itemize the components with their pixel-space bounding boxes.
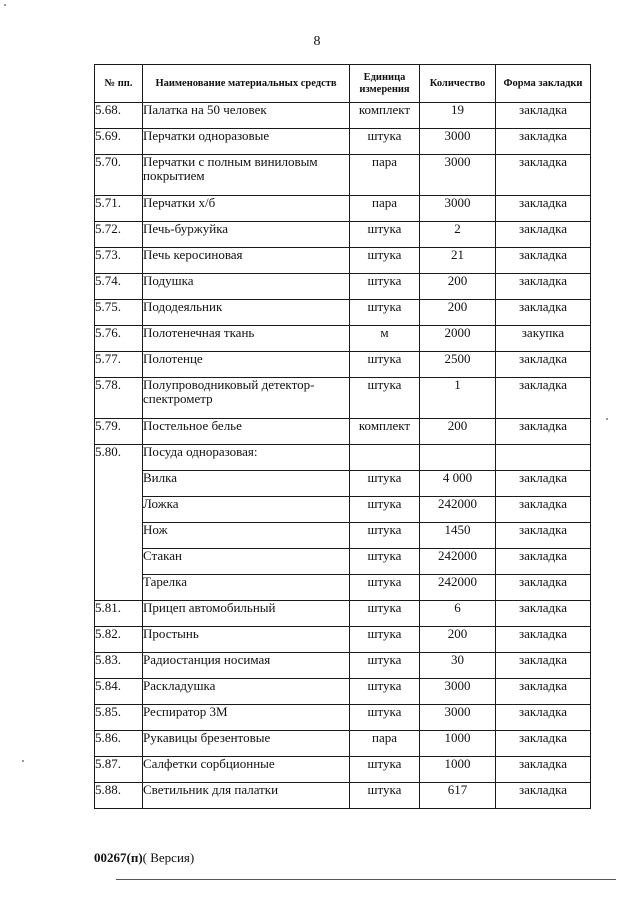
cell-number: 5.72. <box>95 222 143 248</box>
cell-quantity: 1450 <box>420 523 496 549</box>
cell-unit <box>350 445 420 471</box>
header-qty: Количество <box>420 65 496 103</box>
cell-name: Посуда одноразовая: <box>143 445 350 471</box>
cell-name: Перчатки х/б <box>143 196 350 222</box>
cell-number: 5.83. <box>95 653 143 679</box>
cell-form: закупка <box>496 326 591 352</box>
cell-number <box>95 497 143 523</box>
scan-speck <box>606 418 608 420</box>
cell-number: 5.82. <box>95 627 143 653</box>
cell-number: 5.85. <box>95 705 143 731</box>
cell-number: 5.69. <box>95 129 143 155</box>
table-row <box>95 549 591 575</box>
table-row <box>95 445 591 471</box>
table-row <box>95 155 591 196</box>
cell-number <box>95 575 143 601</box>
cell-form: закладка <box>496 300 591 326</box>
cell-form: закладка <box>496 497 591 523</box>
cell-quantity: 3000 <box>420 129 496 155</box>
cell-name: Перчатки с полным виниловым покрытием <box>143 155 350 196</box>
cell-unit: штука <box>350 274 420 300</box>
cell-unit: штука <box>350 705 420 731</box>
cell-name: Салфетки сорбционные <box>143 757 350 783</box>
cell-name: Полупроводниковый детектор-спектрометр <box>143 378 350 419</box>
table-row <box>95 222 591 248</box>
cell-unit: штука <box>350 757 420 783</box>
cell-unit: штука <box>350 300 420 326</box>
cell-number: 5.86. <box>95 731 143 757</box>
cell-quantity: 1000 <box>420 731 496 757</box>
cell-form: закладка <box>496 103 591 129</box>
cell-number: 5.71. <box>95 196 143 222</box>
table-row <box>95 129 591 155</box>
table-row <box>95 300 591 326</box>
header-num: № пп. <box>95 65 143 103</box>
cell-name: Светильник для палатки <box>143 783 350 809</box>
cell-unit: штука <box>350 523 420 549</box>
cell-form: закладка <box>496 248 591 274</box>
table-row <box>95 575 591 601</box>
cell-quantity: 3000 <box>420 705 496 731</box>
cell-unit: штука <box>350 601 420 627</box>
cell-form: закладка <box>496 378 591 419</box>
cell-quantity: 19 <box>420 103 496 129</box>
table-row <box>95 601 591 627</box>
cell-quantity: 3000 <box>420 155 496 196</box>
cell-unit: комплект <box>350 419 420 445</box>
cell-quantity: 200 <box>420 274 496 300</box>
cell-quantity: 4 000 <box>420 471 496 497</box>
scan-speck <box>22 760 24 762</box>
cell-number: 5.79. <box>95 419 143 445</box>
cell-name: Рукавицы брезентовые <box>143 731 350 757</box>
cell-quantity: 2000 <box>420 326 496 352</box>
table-row <box>95 103 591 129</box>
cell-number: 5.70. <box>95 155 143 196</box>
cell-form: закладка <box>496 523 591 549</box>
cell-quantity: 6 <box>420 601 496 627</box>
cell-name: Пододеяльник <box>143 300 350 326</box>
cell-number <box>95 549 143 575</box>
cell-name: Подушка <box>143 274 350 300</box>
table-row <box>95 757 591 783</box>
cell-form: закладка <box>496 731 591 757</box>
cell-number <box>95 523 143 549</box>
cell-number: 5.78. <box>95 378 143 419</box>
cell-form: закладка <box>496 222 591 248</box>
document-footer <box>94 850 194 866</box>
cell-form: закладка <box>496 757 591 783</box>
cell-quantity: 21 <box>420 248 496 274</box>
cell-name: Перчатки одноразовые <box>143 129 350 155</box>
cell-unit: штука <box>350 549 420 575</box>
cell-name: Стакан <box>143 549 350 575</box>
table-row <box>95 419 591 445</box>
cell-name: Палатка на 50 человек <box>143 103 350 129</box>
cell-name: Раскладушка <box>143 679 350 705</box>
cell-number: 5.87. <box>95 757 143 783</box>
cell-name: Тарелка <box>143 575 350 601</box>
cell-unit: штука <box>350 471 420 497</box>
cell-form: закладка <box>496 549 591 575</box>
footer-rule <box>116 879 616 880</box>
table-row <box>95 196 591 222</box>
cell-quantity: 200 <box>420 300 496 326</box>
footer-code: 00267(п) <box>94 850 143 865</box>
cell-form: закладка <box>496 627 591 653</box>
cell-quantity: 30 <box>420 653 496 679</box>
cell-unit: штука <box>350 129 420 155</box>
cell-unit: пара <box>350 731 420 757</box>
table-row <box>95 326 591 352</box>
cell-name: Полотенце <box>143 352 350 378</box>
cell-quantity: 2500 <box>420 352 496 378</box>
cell-name: Вилка <box>143 471 350 497</box>
page-number: 8 <box>313 34 321 49</box>
cell-name: Респиратор 3М <box>143 705 350 731</box>
table-row <box>95 653 591 679</box>
table-row <box>95 248 591 274</box>
table-row <box>95 471 591 497</box>
cell-name: Постельное белье <box>143 419 350 445</box>
cell-unit: штука <box>350 653 420 679</box>
cell-quantity: 617 <box>420 783 496 809</box>
cell-number: 5.80. <box>95 445 143 471</box>
cell-unit: штука <box>350 222 420 248</box>
cell-unit: м <box>350 326 420 352</box>
scan-speck <box>4 4 6 6</box>
cell-unit: штука <box>350 679 420 705</box>
cell-quantity: 200 <box>420 627 496 653</box>
cell-number: 5.76. <box>95 326 143 352</box>
cell-number: 5.84. <box>95 679 143 705</box>
cell-number: 5.81. <box>95 601 143 627</box>
cell-name: Ложка <box>143 497 350 523</box>
cell-form: закладка <box>496 196 591 222</box>
cell-form: закладка <box>496 155 591 196</box>
cell-number: 5.75. <box>95 300 143 326</box>
cell-quantity: 242000 <box>420 575 496 601</box>
cell-form: закладка <box>496 129 591 155</box>
table-header-row <box>95 65 591 103</box>
cell-unit: штука <box>350 378 420 419</box>
header-form: Форма закладки <box>496 65 591 103</box>
cell-name: Простынь <box>143 627 350 653</box>
table-row <box>95 378 591 419</box>
cell-quantity: 1000 <box>420 757 496 783</box>
cell-number <box>95 471 143 497</box>
cell-number: 5.77. <box>95 352 143 378</box>
cell-form: закладка <box>496 575 591 601</box>
cell-form: закладка <box>496 419 591 445</box>
cell-form: закладка <box>496 653 591 679</box>
cell-form: закладка <box>496 352 591 378</box>
cell-form: закладка <box>496 705 591 731</box>
cell-unit: пара <box>350 155 420 196</box>
table-row <box>95 497 591 523</box>
cell-quantity: 2 <box>420 222 496 248</box>
header-unit: Единица измерения <box>350 65 420 103</box>
cell-unit: штука <box>350 783 420 809</box>
table-row <box>95 627 591 653</box>
cell-name: Печь керосиновая <box>143 248 350 274</box>
cell-unit: штука <box>350 575 420 601</box>
cell-name: Нож <box>143 523 350 549</box>
materials-table <box>94 64 591 809</box>
cell-unit: штука <box>350 627 420 653</box>
cell-quantity: 1 <box>420 378 496 419</box>
header-name: Наименование материальных средств <box>143 65 350 103</box>
cell-quantity <box>420 445 496 471</box>
cell-unit: штука <box>350 497 420 523</box>
cell-form: закладка <box>496 471 591 497</box>
table-row <box>95 705 591 731</box>
cell-form: закладка <box>496 679 591 705</box>
cell-name: Прицеп автомобильный <box>143 601 350 627</box>
table-row <box>95 731 591 757</box>
cell-name: Полотенечная ткань <box>143 326 350 352</box>
table-row <box>95 523 591 549</box>
cell-unit: штука <box>350 248 420 274</box>
table-row <box>95 679 591 705</box>
cell-unit: пара <box>350 196 420 222</box>
cell-name: Радиостанция носимая <box>143 653 350 679</box>
cell-form: закладка <box>496 274 591 300</box>
cell-form: закладка <box>496 783 591 809</box>
footer-version: ( Версия) <box>142 850 195 865</box>
cell-unit: штука <box>350 352 420 378</box>
cell-number: 5.73. <box>95 248 143 274</box>
cell-quantity: 242000 <box>420 549 496 575</box>
cell-quantity: 3000 <box>420 196 496 222</box>
table-row <box>95 352 591 378</box>
cell-form <box>496 445 591 471</box>
cell-quantity: 200 <box>420 419 496 445</box>
cell-name: Печь-буржуйка <box>143 222 350 248</box>
cell-unit: комплект <box>350 103 420 129</box>
table-row <box>95 783 591 809</box>
cell-quantity: 3000 <box>420 679 496 705</box>
cell-number: 5.88. <box>95 783 143 809</box>
cell-number: 5.74. <box>95 274 143 300</box>
cell-quantity: 242000 <box>420 497 496 523</box>
cell-form: закладка <box>496 601 591 627</box>
cell-number: 5.68. <box>95 103 143 129</box>
table-row <box>95 274 591 300</box>
